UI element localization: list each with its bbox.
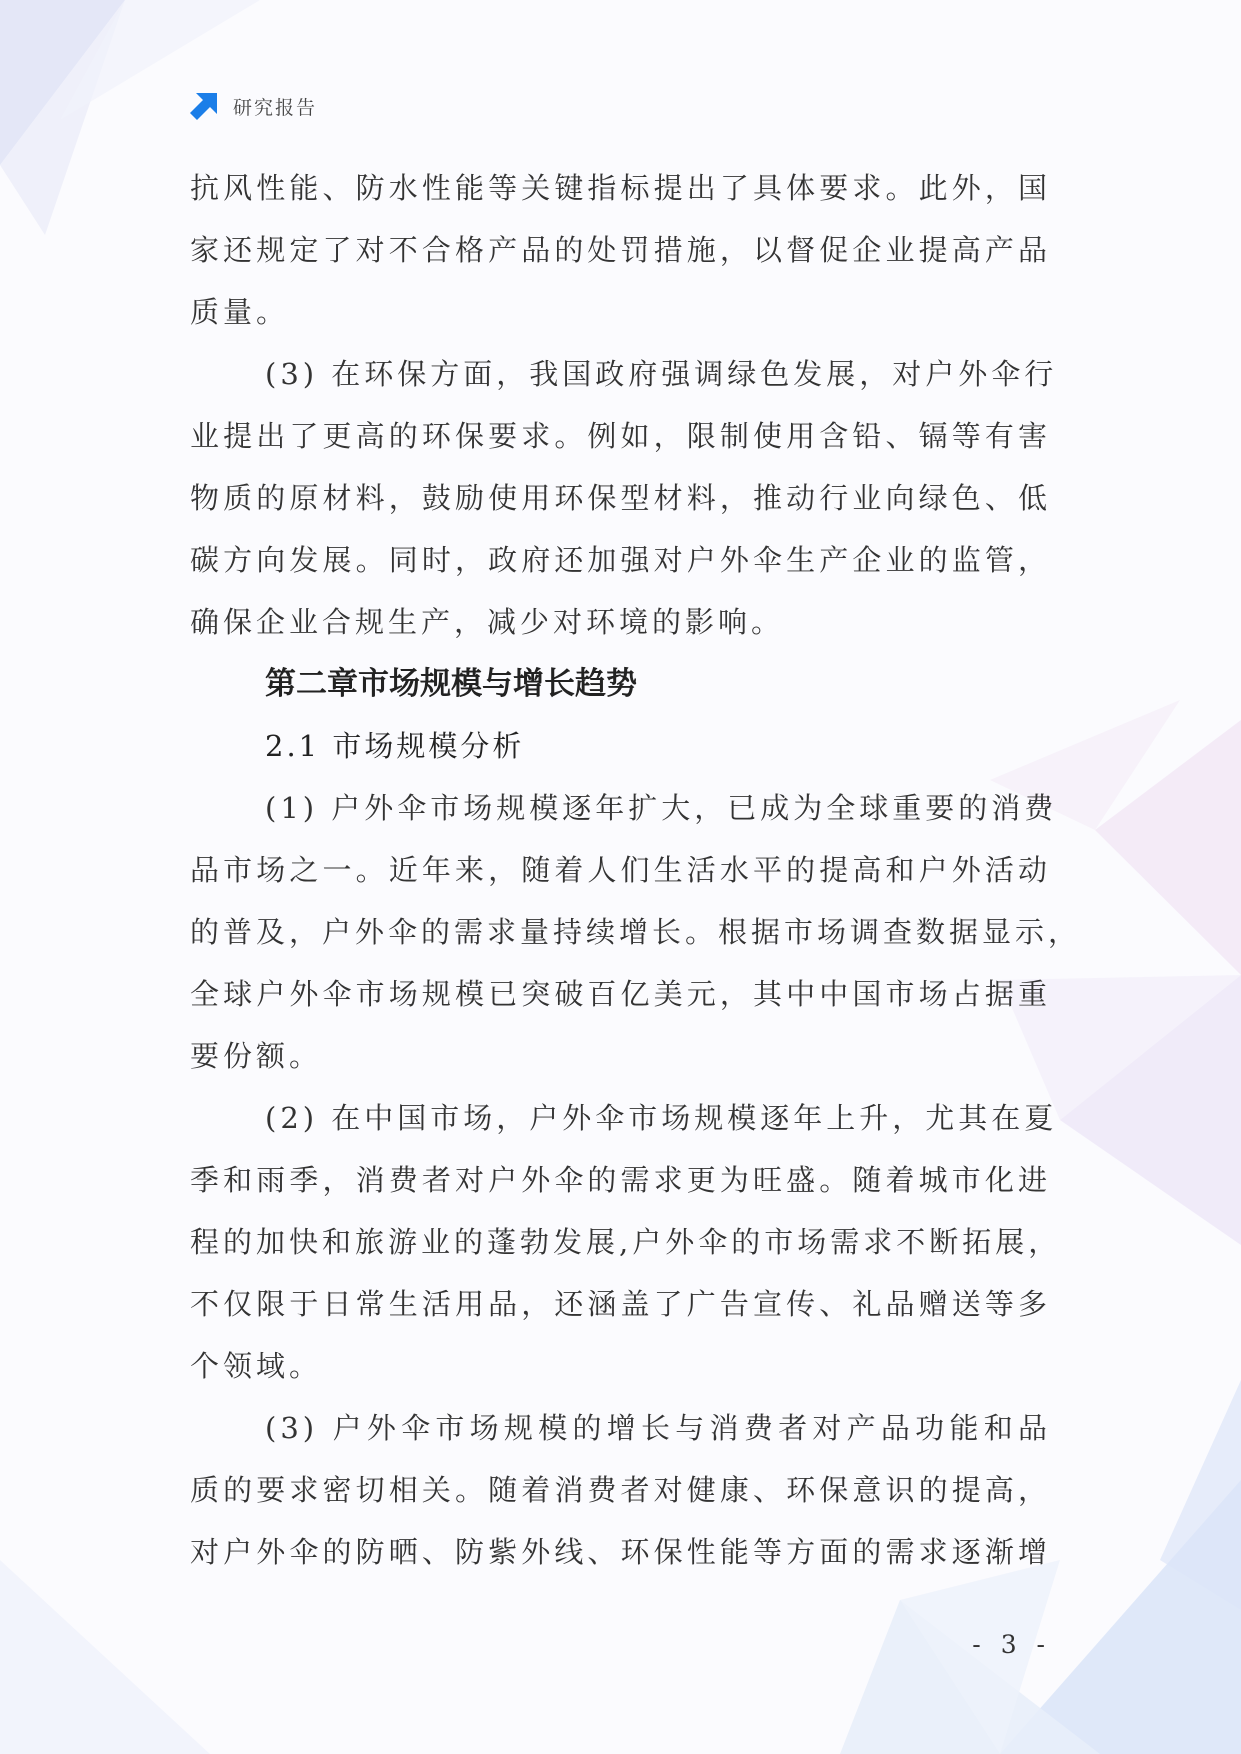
paragraph [190,343,1058,653]
text-line: 不仅限于日常生活用品，还涵盖了广告宣传、礼品赠送等多 [190,1287,1051,1321]
text-line: 对户外伞的防晒、防紫外线、环保性能等方面的需求逐渐增 [190,1535,1051,1569]
text-line: 质的要求密切相关。随着消费者对健康、环保意识的提高， [190,1473,1051,1507]
text-line: 的普及，户外伞的需求量持续增长。根据市场调查数据显示， [190,915,1082,949]
document-body [190,157,1082,1583]
text-line: 确保企业合规生产，减少对环境的影响。 [190,605,785,639]
text-line: 品市场之一。近年来，随着人们生活水平的提高和户外活动 [190,853,1051,887]
text-line: 家还规定了对不合格产品的处罚措施，以督促企业提高产品 [190,233,1051,267]
text-line: 全球户外伞市场规模已突破百亿美元，其中中国市场占据重 [190,977,1051,1011]
section-heading: 2.1 市场规模分析 [265,729,525,763]
text-line: (3) 在环保方面，我国政府强调绿色发展，对户外伞行 [265,357,1058,391]
text-line: 物质的原材料，鼓励使用环保型材料，推动行业向绿色、低 [190,481,1051,515]
paragraph [190,777,1082,1087]
text-line: (1) 户外伞市场规模逐年扩大，已成为全球重要的消费 [265,791,1058,825]
text-line: 要份额。 [190,1039,323,1073]
paragraph [190,157,1051,343]
report-header [188,89,317,123]
text-line: 碳方向发展。同时，政府还加强对户外伞生产企业的监管， [190,543,1051,577]
text-line: 个领域。 [190,1349,323,1383]
text-line: (3) 户外伞市场规模的增长与消费者对产品功能和品 [265,1411,1051,1445]
text-line: 业提出了更高的环保要求。例如，限制使用含铅、镉等有害 [190,419,1051,453]
paragraph [190,1087,1062,1397]
text-line: 季和雨季，消费者对户外伞的需求更为旺盛。随着城市化进 [190,1163,1051,1197]
page-number: - 3 - [972,1630,1051,1659]
text-line: 质量。 [190,295,290,329]
arrow-up-right-icon [188,90,220,122]
header-title: 研究报告 [233,96,318,119]
paragraph [190,1397,1051,1583]
text-line: 抗风性能、防水性能等关键指标提出了具体要求。此外，国 [190,171,1051,205]
chapter-heading: 第二章市场规模与增长趋势 [265,666,637,702]
text-line: (2) 在中国市场，户外伞市场规模逐年上升，尤其在夏 [265,1101,1058,1135]
text-line: 程的加快和旅游业的蓬勃发展,户外伞的市场需求不断拓展， [190,1225,1062,1259]
